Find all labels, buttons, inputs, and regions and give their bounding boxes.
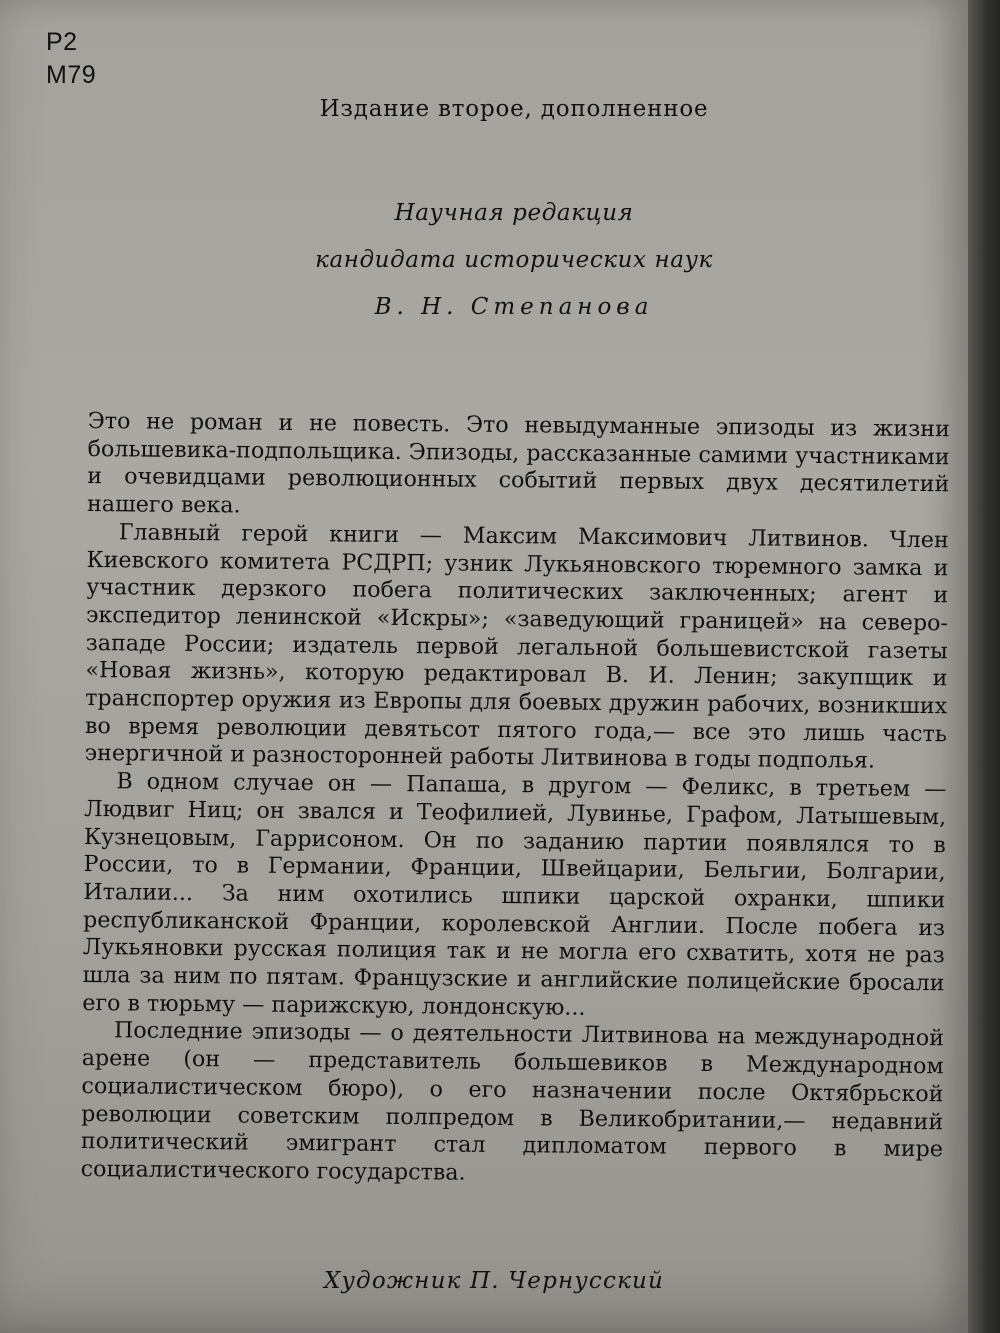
editor-name: В. Н. Степанова <box>374 294 654 320</box>
paragraph-hero: Главный герой книги — Максим Максимович Литвинов. Член Киевского комитета РСДРП; узник Лукьяновского тюремного замка и участник дерзкого побега политических заключенных; агент и экспедитор ленинской «Искры»; «заведующий границей» на северо-западе России; издатель первой легальной большевистской газеты «Новая жизнь», которую редактировал В. И. Ленин; закупщик и транспортер оружия из Европы для боевых дружин рабочих, возникших во время революции девятьсот пятого года,— все это лишь часть энергичной и разносторонней работы Литвинова в годы подполья. <box>84 519 949 775</box>
editorial-line-2: кандидата исторических наук <box>315 247 713 273</box>
classification-code: Р2 <box>46 28 78 56</box>
paragraph-aliases: В одном случае он — Папаша, в другом — Феликс, в третьем — Людвиг Ниц; он звался и Теофилией, Лувинье, Графом, Латышевым, Кузнецовым, Гаррисоном. Он по заданию партии появлялся то в России, то в Германии, Франции, Швейцарии, Бельгии, Болгарии, Италии... За ним охотились шпики царской охранки, шпики республиканской Франции, королевской Англии. После побега из Лукьяновки русская полиция так и не могла его схватить, хотя не раз шла за ним по пятам. Французские и английские полицейские бросали его в тюрьму — парижскую, лондонскую... <box>82 768 947 1021</box>
editorial-line-1: Научная редакция <box>394 200 634 226</box>
page-edge-shadow <box>968 0 1000 1333</box>
paragraph-final: Последние эпизоды — о деятельности Литвинова на международной арене (он — представитель большевиков в Международном социалистическом бюро), о его назначении после Октябрьской революции советским полпредом в Великобритании,— недавний политический эмигрант стал дипломатом первого в мире социалистического государства. <box>80 1017 945 1186</box>
annotation-text <box>81 408 950 1192</box>
editorial-credit <box>0 190 968 331</box>
edition-note: Издание второе, дополненное <box>319 96 709 122</box>
library-classification <box>46 26 96 92</box>
artist-credit: Художник П. Чернусский <box>323 1268 665 1294</box>
paragraph-intro: Это не роман и не повесть. Это невыдуманные эпизоды из жизни большевика-подпольщика. Эпизоды, рассказанные самими участниками и очевидцами революционных событий первых двух десятилетий нашего века. <box>86 408 950 519</box>
author-mark: М79 <box>46 61 97 89</box>
